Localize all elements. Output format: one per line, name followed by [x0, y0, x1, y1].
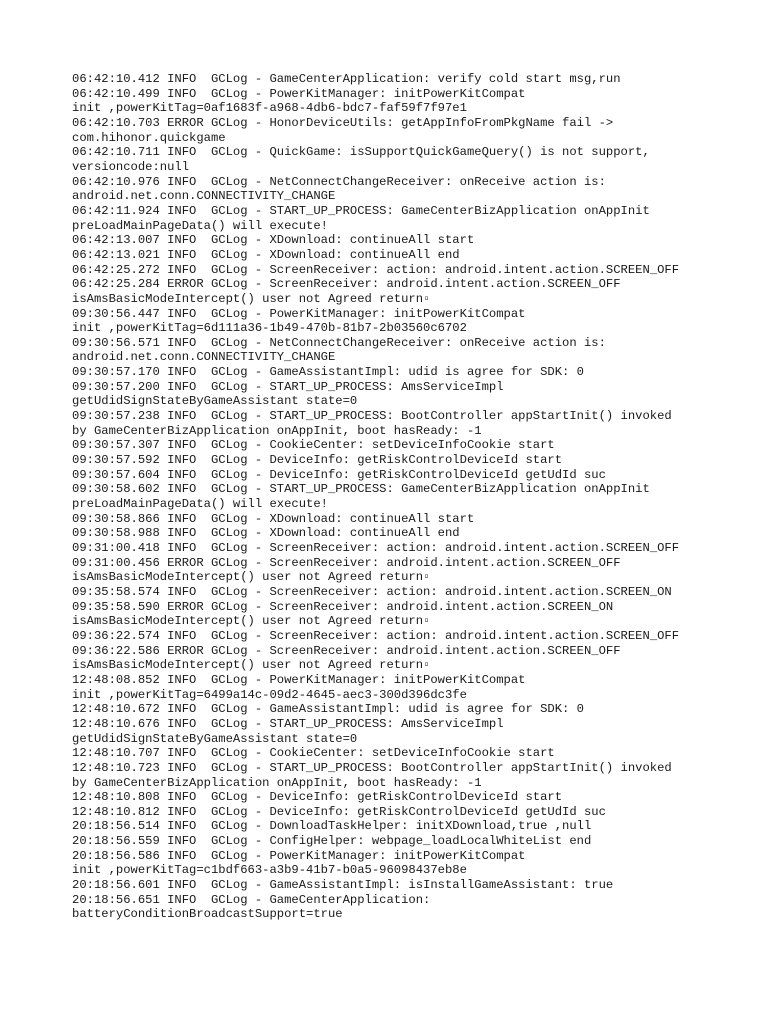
log-line: by GameCenterBizApplication onAppInit, boot hasReady: -1 — [72, 423, 482, 438]
log-line: 06:42:10.711 INFO GCLog - QuickGame: isSupportQuickGameQuery() is not support, — [72, 145, 650, 160]
log-line: 09:30:57.200 INFO GCLog - START_UP_PROCESS: AmsServiceImpl — [72, 379, 504, 394]
log-line: 20:18:56.651 INFO GCLog - GameCenterApplication: — [72, 892, 431, 907]
log-line: 20:18:56.559 INFO GCLog - ConfigHelper: webpage_loadLocalWhiteList end — [72, 834, 592, 849]
log-line: isAmsBasicModeIntercept() user not Agreed return▫ — [72, 658, 431, 673]
log-line: 06:42:10.976 INFO GCLog - NetConnectChangeReceiver: onReceive action is: — [72, 174, 606, 189]
log-line: 09:30:57.592 INFO GCLog - DeviceInfo: getRiskControlDeviceId start — [72, 453, 563, 468]
log-line: 09:30:57.604 INFO GCLog - DeviceInfo: getRiskControlDeviceId getUdId suc — [72, 467, 606, 482]
log-line: 09:30:58.866 INFO GCLog - XDownload: continueAll start — [72, 511, 475, 526]
log-line: 12:48:10.723 INFO GCLog - START_UP_PROCESS: BootController appStartInit() invoked — [72, 760, 672, 775]
log-line: android.net.conn.CONNECTIVITY_CHANGE — [72, 189, 336, 204]
log-line: 06:42:10.499 INFO GCLog - PowerKitManager: initPowerKitCompat — [72, 86, 526, 101]
log-line: 09:35:58.590 ERROR GCLog - ScreenReceiver: android.intent.action.SCREEN_ON — [72, 599, 614, 614]
log-line: init ,powerKitTag=c1bdf663-a3b9-41b7-b0a5-96098437eb8e — [72, 863, 467, 878]
log-line: 12:48:10.808 INFO GCLog - DeviceInfo: getRiskControlDeviceId start — [72, 790, 563, 805]
log-line: preLoadMainPageData() will execute! — [72, 497, 328, 512]
log-line: 12:48:10.812 INFO GCLog - DeviceInfo: getRiskControlDeviceId getUdId suc — [72, 804, 606, 819]
log-line: 09:30:57.307 INFO GCLog - CookieCenter: setDeviceInfoCookie start — [72, 438, 555, 453]
log-document — [72, 72, 712, 922]
log-line: isAmsBasicModeIntercept() user not Agreed return▫ — [72, 614, 431, 629]
log-line: 12:48:10.707 INFO GCLog - CookieCenter: setDeviceInfoCookie start — [72, 746, 555, 761]
log-line: com.hihonor.quickgame — [72, 130, 226, 145]
log-line: 12:48:10.672 INFO GCLog - GameAssistantImpl: udid is agree for SDK: 0 — [72, 702, 584, 717]
log-line: 12:48:10.676 INFO GCLog - START_UP_PROCESS: AmsServiceImpl — [72, 716, 504, 731]
log-line: 09:31:00.456 ERROR GCLog - ScreenReceiver: android.intent.action.SCREEN_OFF — [72, 555, 621, 570]
log-line: 20:18:56.601 INFO GCLog - GameAssistantImpl: isInstallGameAssistant: true — [72, 878, 614, 893]
log-line: init ,powerKitTag=6499a14c-09d2-4645-aec3-300d396dc3fe — [72, 687, 467, 702]
log-line: 06:42:10.412 INFO GCLog - GameCenterApplication: verify cold start msg,run — [72, 72, 621, 86]
log-line: init ,powerKitTag=6d111a36-1b49-470b-81b7-2b03560c6702 — [72, 321, 467, 336]
log-line: 06:42:13.021 INFO GCLog - XDownload: continueAll end — [72, 247, 460, 262]
log-line: 09:35:58.574 INFO GCLog - ScreenReceiver: action: android.intent.action.SCREEN_ON — [72, 584, 672, 599]
log-line: batteryConditionBroadcastSupport=true — [72, 907, 343, 922]
log-line: 06:42:10.703 ERROR GCLog - HonorDeviceUtils: getAppInfoFromPkgName fail -> — [72, 115, 614, 130]
log-line: init ,powerKitTag=0af1683f-a968-4db6-bdc7-faf59f7f97e1 — [72, 101, 467, 116]
log-line: 06:42:25.272 INFO GCLog - ScreenReceiver: action: android.intent.action.SCREEN_OFF — [72, 262, 680, 277]
log-line: isAmsBasicModeIntercept() user not Agreed return▫ — [72, 570, 431, 585]
log-line: 06:42:25.284 ERROR GCLog - ScreenReceiver: android.intent.action.SCREEN_OFF — [72, 277, 621, 292]
log-line: 09:30:58.602 INFO GCLog - START_UP_PROCESS: GameCenterBizApplication onAppInit — [72, 482, 650, 497]
log-line: getUdidSignStateByGameAssistant state=0 — [72, 394, 358, 409]
log-line: 09:30:58.988 INFO GCLog - XDownload: continueAll end — [72, 526, 460, 541]
log-line: 12:48:08.852 INFO GCLog - PowerKitManager: initPowerKitCompat — [72, 672, 526, 687]
log-line: 06:42:13.007 INFO GCLog - XDownload: continueAll start — [72, 233, 475, 248]
log-line: 09:36:22.574 INFO GCLog - ScreenReceiver: action: android.intent.action.SCREEN_OFF — [72, 628, 680, 643]
log-line: 20:18:56.514 INFO GCLog - DownloadTaskHelper: initXDownload,true ,null — [72, 819, 592, 834]
log-line: 09:31:00.418 INFO GCLog - ScreenReceiver: action: android.intent.action.SCREEN_OFF — [72, 541, 680, 555]
log-line: android.net.conn.CONNECTIVITY_CHANGE — [72, 350, 336, 365]
log-line: 20:18:56.586 INFO GCLog - PowerKitManager: initPowerKitCompat — [72, 848, 526, 863]
log-line: versioncode:null — [72, 159, 190, 174]
log-line: 09:30:57.238 INFO GCLog - START_UP_PROCESS: BootController appStartInit() invoked — [72, 409, 672, 424]
log-line: 09:30:56.447 INFO GCLog - PowerKitManager: initPowerKitCompat — [72, 306, 526, 321]
log-line: 06:42:11.924 INFO GCLog - START_UP_PROCESS: GameCenterBizApplication onAppInit — [72, 203, 650, 218]
log-line: 09:36:22.586 ERROR GCLog - ScreenReceiver: android.intent.action.SCREEN_OFF — [72, 643, 621, 658]
log-line: 09:30:57.170 INFO GCLog - GameAssistantImpl: udid is agree for SDK: 0 — [72, 365, 584, 380]
log-line: by GameCenterBizApplication onAppInit, boot hasReady: -1 — [72, 775, 482, 790]
log-line: isAmsBasicModeIntercept() user not Agreed return▫ — [72, 291, 431, 306]
log-line: getUdidSignStateByGameAssistant state=0 — [72, 731, 358, 746]
log-line: preLoadMainPageData() will execute! — [72, 218, 328, 233]
log-line: 09:30:56.571 INFO GCLog - NetConnectChangeReceiver: onReceive action is: — [72, 335, 606, 350]
